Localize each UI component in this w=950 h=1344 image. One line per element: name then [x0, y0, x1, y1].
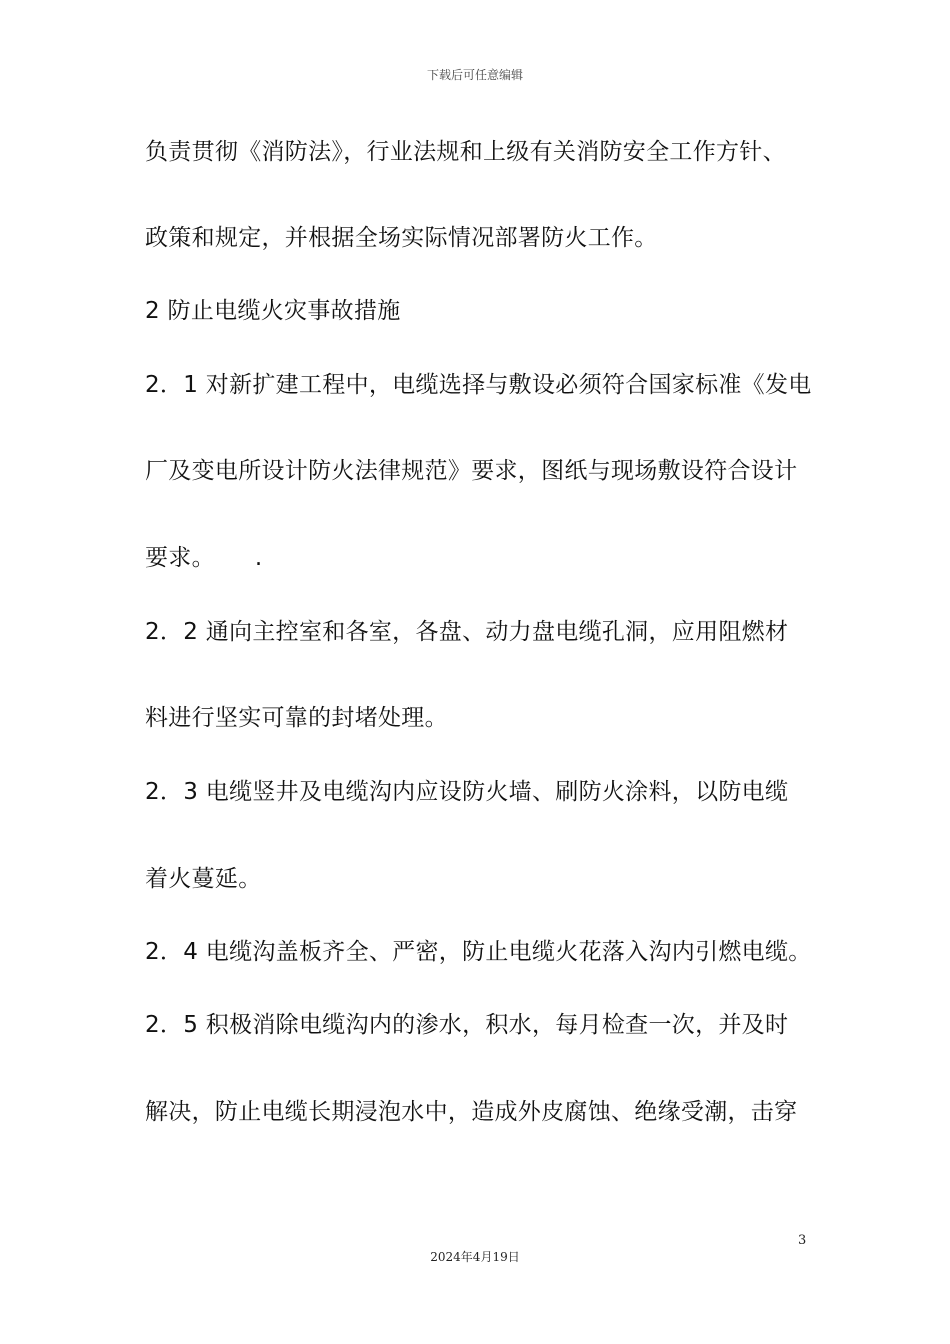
text-line: 2．4 电缆沟盖板齐全、严密，防止电缆火花落入沟内引燃电缆。	[145, 939, 812, 965]
text-line: 负责贯彻《消防法》，行业法规和上级有关消防安全工作方针、	[145, 139, 786, 165]
text-line: 2．5 积极消除电缆沟内的渗水，积水，每月检查一次，并及时	[145, 1012, 789, 1038]
section-heading: 2 防止电缆火灾事故措施	[145, 298, 401, 324]
text-line: 2．1 对新扩建工程中，电缆选择与敷设必须符合国家标准《发电	[145, 372, 812, 398]
text-line: 2．2 通向主控室和各室，各盘、动力盘电缆孔洞，应用阻燃材	[145, 619, 789, 645]
text-line: 政策和规定，并根据全场实际情况部署防火工作。	[145, 225, 658, 251]
footer-date: 2024年4月19日	[430, 1250, 520, 1264]
text-line-content: 要求。	[145, 545, 215, 571]
text-line: 2．3 电缆竖井及电缆沟内应设防火墙、刷防火涂料，以防电缆	[145, 779, 789, 805]
stray-dot: .	[254, 545, 263, 571]
header-note: 下载后可任意编辑	[426, 68, 523, 82]
text-line: 着火蔓延。	[145, 866, 262, 892]
text-line: 料进行坚实可靠的封堵处理。	[145, 705, 448, 731]
page-number: 3	[798, 1233, 807, 1248]
text-line: 厂及变电所设计防火法律规范》要求，图纸与现场敷设符合设计	[145, 458, 798, 484]
text-line: 解决，防止电缆长期浸泡水中，造成外皮腐蚀、绝缘受潮，击穿	[145, 1099, 798, 1125]
text-line	[145, 544, 263, 572]
